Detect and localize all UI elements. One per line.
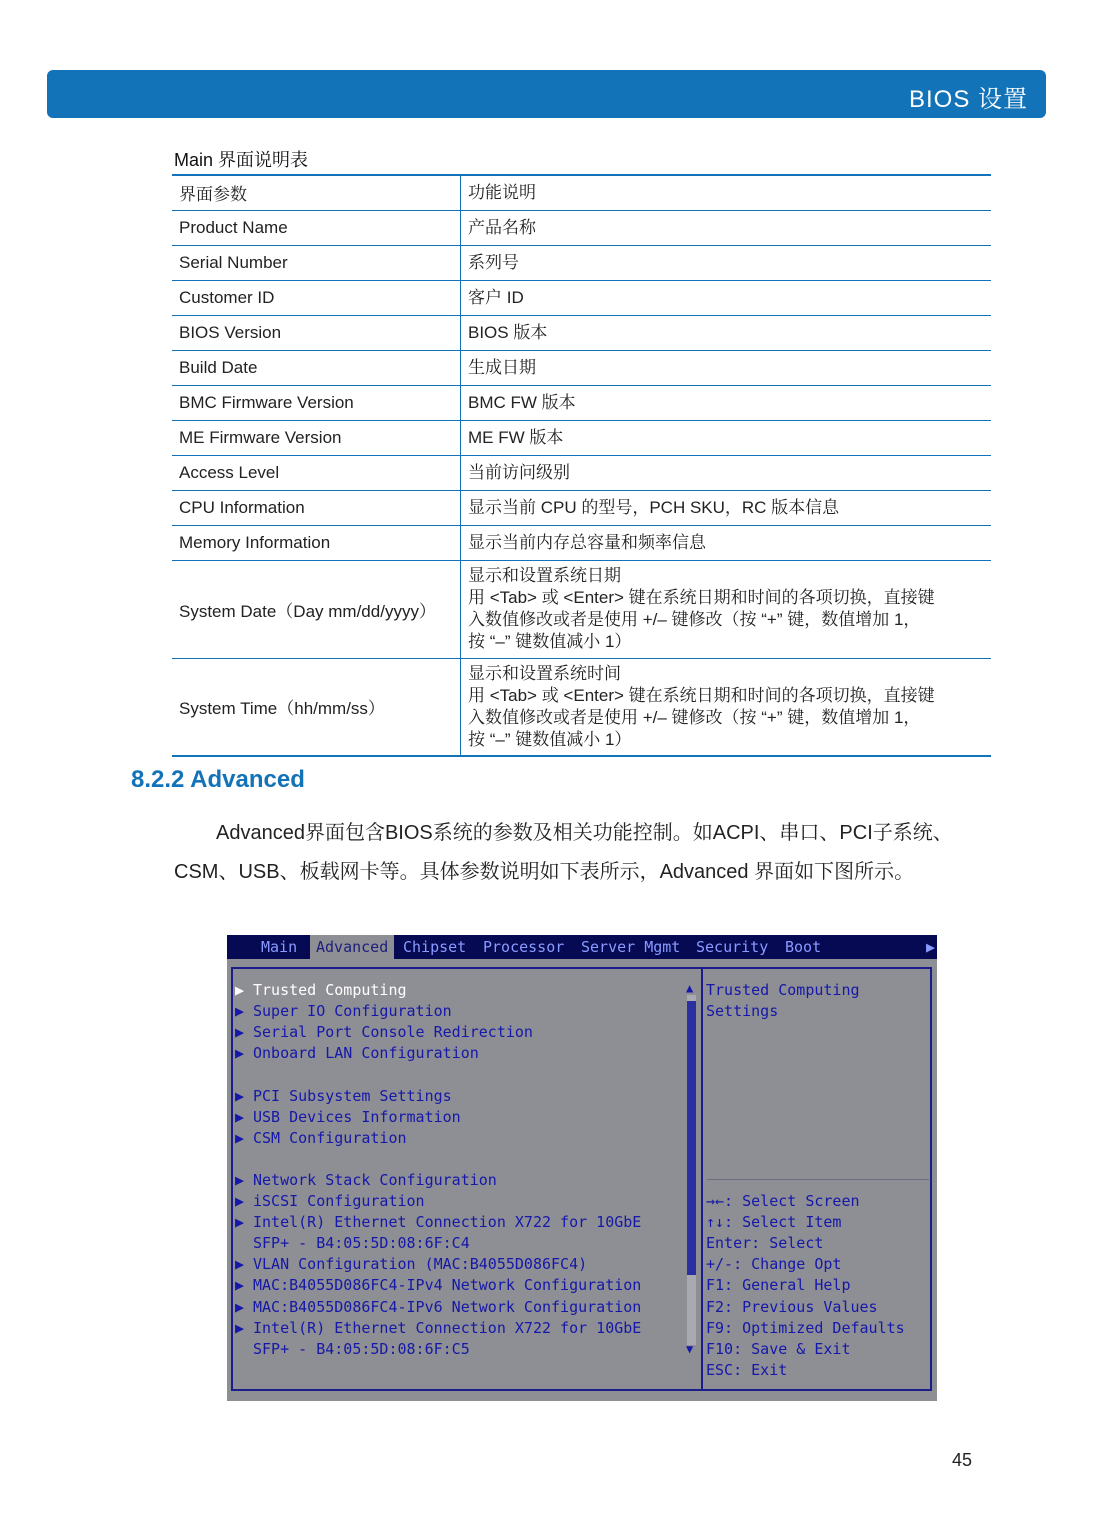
bios-menu-item[interactable]: [235, 1191, 425, 1212]
submenu-arrow-icon: ▶: [235, 1255, 245, 1274]
param-cell: CPU Information: [172, 490, 461, 525]
bios-menu-item[interactable]: [235, 1254, 587, 1275]
bios-menu-item-label: Onboard LAN Configuration: [253, 1044, 479, 1063]
submenu-arrow-icon: ▶: [235, 1044, 245, 1063]
tab-main[interactable]: Main: [261, 938, 298, 956]
bios-menu-item[interactable]: [235, 1318, 641, 1339]
submenu-arrow-icon: ▶: [235, 1086, 245, 1105]
desc-cell: [461, 315, 992, 350]
desc-line: 按 “–” 键数值减小 1）: [468, 729, 632, 749]
page-number: 45: [952, 1450, 973, 1470]
desc-cell: [461, 490, 992, 525]
bios-menu-item-label: Serial Port Console Redirection: [253, 1023, 533, 1042]
header-title: BIOS 设置: [908, 86, 1028, 113]
table-row: [172, 350, 991, 385]
bios-menu-item-label: MAC:B4055D086FC4-IPv6 Network Configuration: [253, 1297, 642, 1316]
desc-line: ME FW 版本: [468, 427, 564, 447]
desc-line: BIOS 版本: [468, 322, 548, 342]
help-key-hint: Enter: Select: [706, 1234, 824, 1253]
submenu-arrow-icon: ▶: [235, 1002, 245, 1021]
tab-boot[interactable]: Boot: [785, 938, 822, 956]
desc-cell: [461, 350, 992, 385]
help-key-hint: +/-: Change Opt: [706, 1255, 842, 1274]
bios-menu-item[interactable]: [235, 1043, 479, 1064]
submenu-arrow-icon: ▶: [235, 1107, 245, 1126]
submenu-arrow-icon: ▶: [235, 1192, 245, 1210]
bios-menu-item-label: Super IO Configuration: [253, 1002, 452, 1021]
table-row: [172, 490, 991, 525]
submenu-arrow-icon: ▶: [235, 1128, 245, 1147]
help-key-hint: ↑↓: Select Item: [706, 1213, 842, 1232]
bios-menu-item-label: MAC:B4055D086FC4-IPv4 Network Configuration: [253, 1276, 642, 1295]
bios-menu-item-label: Trusted Computing: [253, 981, 407, 999]
desc-line: 显示当前内存总容量和频率信息: [468, 532, 706, 552]
desc-line: 系列号: [468, 252, 519, 272]
table-row: [172, 385, 991, 420]
bios-menu-item-label: iSCSI Configuration: [253, 1192, 425, 1210]
desc-cell: [461, 525, 992, 560]
bios-menu-item[interactable]: [235, 1001, 452, 1022]
table-row: [172, 455, 991, 490]
bios-menu-item-label: Network Stack Configuration: [253, 1170, 497, 1189]
help-key-hint: ESC: Exit: [706, 1360, 788, 1379]
submenu-arrow-icon: ▶: [235, 981, 245, 999]
bios-tab-bar: [227, 935, 937, 959]
param-cell: Access Level: [172, 455, 461, 490]
table-caption: Main 界面说明表: [174, 150, 309, 170]
help-key-hint: F10: Save & Exit: [706, 1339, 851, 1358]
submenu-arrow-icon: ▶: [235, 1318, 245, 1337]
desc-line: 产品名称: [468, 217, 536, 237]
bios-menu-item-label: PCI Subsystem Settings: [253, 1086, 452, 1105]
desc-cell: [461, 280, 992, 315]
table-row: [172, 658, 991, 756]
desc-cell: [461, 455, 992, 490]
table-row: [172, 210, 991, 245]
bios-menu-item[interactable]: [235, 1128, 407, 1149]
desc-line: 生成日期: [468, 357, 536, 377]
table-row: [172, 525, 991, 560]
tab-processor[interactable]: Processor: [483, 938, 565, 956]
section-heading: 8.2.2 Advanced: [131, 766, 305, 793]
desc-cell: [461, 385, 992, 420]
tab-security[interactable]: Security: [696, 938, 769, 956]
bios-menu-item[interactable]: [235, 1086, 452, 1107]
param-cell: Customer ID: [172, 280, 461, 315]
param-cell: System Time（hh/mm/ss）: [172, 658, 461, 756]
main-table: [172, 174, 991, 757]
bios-menu-item-label: SFP+ - B4:05:5D:08:6F:C4: [253, 1234, 470, 1253]
desc-line: 用 <Tab> 或 <Enter> 键在系统日期和时间的各项切换，直接键: [468, 588, 935, 607]
param-cell: BIOS Version: [172, 315, 461, 350]
bios-menu-item-label: SFP+ - B4:05:5D:08:6F:C5: [253, 1339, 470, 1358]
bios-menu-item[interactable]: [235, 1233, 470, 1254]
scrollbar-thumb[interactable]: [687, 1001, 696, 1275]
bios-menu-item[interactable]: [235, 1022, 533, 1043]
param-cell: Product Name: [172, 210, 461, 245]
desc-cell: [461, 658, 992, 756]
desc-line: 入数值修改或者是使用 +/– 键修改（按 “+” 键，数值增加 1，: [468, 610, 921, 629]
bios-menu-item[interactable]: [235, 980, 407, 1001]
section-paragraph: Advanced界面包含BIOS系统的参数及相关功能控制。如ACPI、串口、PCI子系统、 CSM、USB、板载网卡等。具体参数说明如下表所示，Advanced 界面如下图所示。: [174, 822, 953, 883]
submenu-arrow-icon: ▶: [235, 1213, 245, 1232]
bios-menu-item[interactable]: [235, 1170, 497, 1191]
desc-line: 入数值修改或者是使用 +/– 键修改（按 “+” 键，数值增加 1，: [468, 707, 921, 727]
header-bar: [47, 70, 1046, 118]
param-cell: Build Date: [172, 350, 461, 385]
bios-menu-item: [235, 1064, 253, 1085]
help-separator: [707, 1179, 929, 1180]
help-key-hint: →←: Select Screen: [706, 1192, 860, 1210]
table-row: [172, 280, 991, 315]
bios-menu-item[interactable]: [235, 1297, 641, 1318]
help-key-hint: F9: Optimized Defaults: [706, 1318, 905, 1337]
bios-menu-item-label: CSM Configuration: [253, 1128, 407, 1147]
help-description: Settings: [706, 1002, 779, 1021]
table-row: [172, 560, 991, 658]
scroll-down-icon[interactable]: ▼: [686, 1342, 694, 1356]
desc-cell: [461, 175, 992, 210]
bios-menu-item[interactable]: [235, 1107, 461, 1128]
param-cell: Memory Information: [172, 525, 461, 560]
help-key-hint: F1: General Help: [706, 1276, 851, 1295]
submenu-arrow-icon: ▶: [235, 1297, 245, 1316]
tab-advanced[interactable]: Advanced: [310, 935, 394, 959]
table-row: [172, 315, 991, 350]
param-cell: ME Firmware Version: [172, 420, 461, 455]
bios-menu-item[interactable]: [235, 1212, 641, 1233]
submenu-arrow-icon: ▶: [235, 1276, 245, 1295]
submenu-arrow-icon: ▶: [235, 1170, 245, 1189]
tab-server-mgmt[interactable]: Server Mgmt: [581, 938, 681, 956]
scroll-up-icon[interactable]: ▲: [686, 981, 694, 995]
tab-chipset[interactable]: Chipset: [403, 938, 467, 956]
desc-line: 功能说明: [468, 182, 536, 202]
desc-line: 显示和设置系统时间: [468, 663, 621, 683]
desc-line: 客户 ID: [468, 287, 524, 307]
table-header-row: [172, 175, 991, 210]
bios-menu-item-label: USB Devices Information: [253, 1107, 461, 1126]
desc-line: BMC FW 版本: [468, 392, 576, 412]
param-cell: 界面参数: [172, 175, 461, 210]
desc-cell: [461, 245, 992, 280]
param-cell: System Date（Day mm/dd/yyyy）: [172, 560, 461, 658]
desc-line: 显示当前 CPU 的型号，PCH SKU，RC 版本信息: [468, 497, 840, 517]
bios-screenshot: [227, 935, 937, 1401]
table-row: [172, 420, 991, 455]
desc-cell: [461, 210, 992, 245]
tab-scroll-right-icon: ▶: [925, 938, 935, 956]
bios-menu-item: [235, 1149, 253, 1170]
desc-cell: [461, 560, 992, 658]
submenu-arrow-icon: ▶: [235, 1023, 245, 1042]
table-row: [172, 245, 991, 280]
help-description: Trusted Computing: [706, 981, 860, 999]
param-cell: BMC Firmware Version: [172, 385, 461, 420]
bios-menu-item-label: VLAN Configuration (MAC:B4055D086FC4): [253, 1255, 588, 1274]
bios-menu-item[interactable]: [235, 1275, 641, 1296]
param-cell: Serial Number: [172, 245, 461, 280]
desc-cell: [461, 420, 992, 455]
bios-menu-item-label: Intel(R) Ethernet Connection X722 for 10GbE: [253, 1213, 642, 1232]
bios-panel-divider: [701, 967, 703, 1391]
bios-menu-item[interactable]: [235, 1339, 470, 1360]
desc-line: 当前访问级别: [468, 462, 570, 482]
bios-menu-item-label: Intel(R) Ethernet Connection X722 for 10GbE: [253, 1318, 642, 1337]
help-key-hint: F2: Previous Values: [706, 1297, 878, 1316]
desc-line: 用 <Tab> 或 <Enter> 键在系统日期和时间的各项切换，直接键: [468, 685, 935, 705]
desc-line: 按 “–” 键数值减小 1）: [468, 632, 632, 651]
desc-line: 显示和设置系统日期: [468, 566, 621, 585]
